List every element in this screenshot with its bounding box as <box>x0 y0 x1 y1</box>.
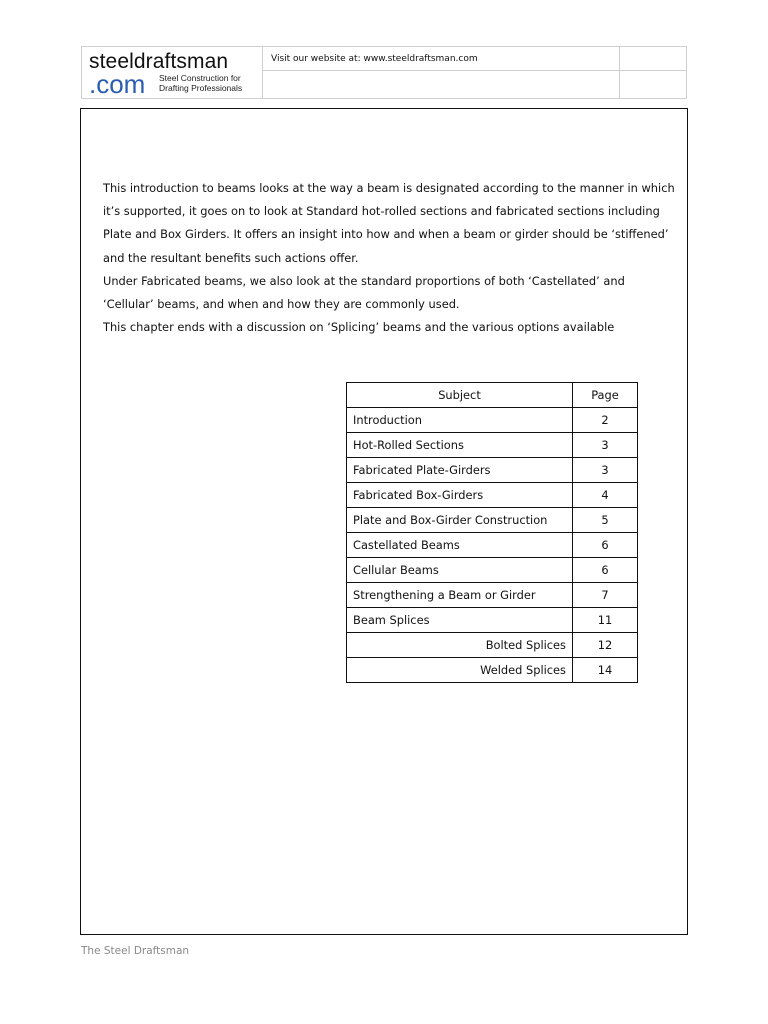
page-cell: 3 <box>573 458 638 483</box>
intro-line: Plate and Box Girders. It offers an insight into how and when a beam or girder should be ‘stiffened’ <box>103 227 669 242</box>
subject-cell: Bolted Splices <box>347 633 573 658</box>
subject-cell: Fabricated Box-Girders <box>347 483 573 508</box>
table-row[interactable] <box>347 483 638 508</box>
intro-line: it’s supported, it goes on to look at Standard hot-rolled sections and fabricated sections including <box>103 204 660 219</box>
website-link-text[interactable]: Visit our website at: www.steeldraftsman.com <box>263 47 619 71</box>
page-cell: 3 <box>573 433 638 458</box>
subject-cell: Beam Splices <box>347 608 573 633</box>
subject-column-header: Subject <box>347 383 573 408</box>
subject-cell: Introduction <box>347 408 573 433</box>
logo-tagline <box>159 73 259 93</box>
page-cell: 14 <box>573 658 638 683</box>
subject-cell: Welded Splices <box>347 658 573 683</box>
intro-line: This introduction to beams looks at the way a beam is designated according to the manner in which <box>103 181 675 195</box>
table-row[interactable] <box>347 533 638 558</box>
header-empty-cell <box>263 71 619 98</box>
table-row[interactable] <box>347 408 638 433</box>
contents-header-row <box>347 383 638 408</box>
subject-cell: Cellular Beams <box>347 558 573 583</box>
subject-cell: Castellated Beams <box>347 533 573 558</box>
page-header <box>81 46 687 99</box>
table-row[interactable] <box>347 558 638 583</box>
page-cell: 5 <box>573 508 638 533</box>
subject-cell: Hot-Rolled Sections <box>347 433 573 458</box>
page-cell: 4 <box>573 483 638 508</box>
page-cell: 6 <box>573 558 638 583</box>
subject-cell: Strengthening a Beam or Girder <box>347 583 573 608</box>
page-cell: 2 <box>573 408 638 433</box>
intro-line: This chapter ends with a discussion on ‘Splicing’ beams and the various options available <box>103 320 615 335</box>
intro-line: and the resultant benefits such actions offer. <box>103 250 359 265</box>
table-row[interactable] <box>347 633 638 658</box>
logo-tagline-line2: Drafting Professionals <box>159 83 243 93</box>
logo-wordmark: steeldraftsman <box>89 50 229 73</box>
table-row[interactable] <box>347 608 638 633</box>
table-row[interactable] <box>347 508 638 533</box>
header-empty-cell <box>619 71 686 98</box>
intro-line: ‘Cellular’ beams, and when and how they are commonly used. <box>103 297 460 312</box>
header-empty-cell <box>619 47 686 71</box>
subject-cell: Plate and Box-Girder Construction <box>347 508 573 533</box>
contents-table <box>346 382 638 683</box>
page-footer: The Steel Draftsman <box>81 945 190 957</box>
page-cell: 11 <box>573 608 638 633</box>
table-row[interactable] <box>347 658 638 683</box>
page-cell: 12 <box>573 633 638 658</box>
page-column-header: Page <box>573 383 638 408</box>
intro-paragraph <box>103 177 678 339</box>
steeldraftsman-logo[interactable] <box>82 47 263 98</box>
logo-dotcom: .com <box>89 69 146 99</box>
subject-cell: Fabricated Plate-Girders <box>347 458 573 483</box>
page-cell: 7 <box>573 583 638 608</box>
page-cell: 6 <box>573 533 638 558</box>
table-row[interactable] <box>347 433 638 458</box>
intro-line: Under Fabricated beams, we also look at the standard proportions of both ‘Castellated’ and <box>103 273 625 288</box>
table-row[interactable] <box>347 458 638 483</box>
table-row[interactable] <box>347 583 638 608</box>
logo-tagline-line1: Steel Construction for <box>159 73 241 83</box>
